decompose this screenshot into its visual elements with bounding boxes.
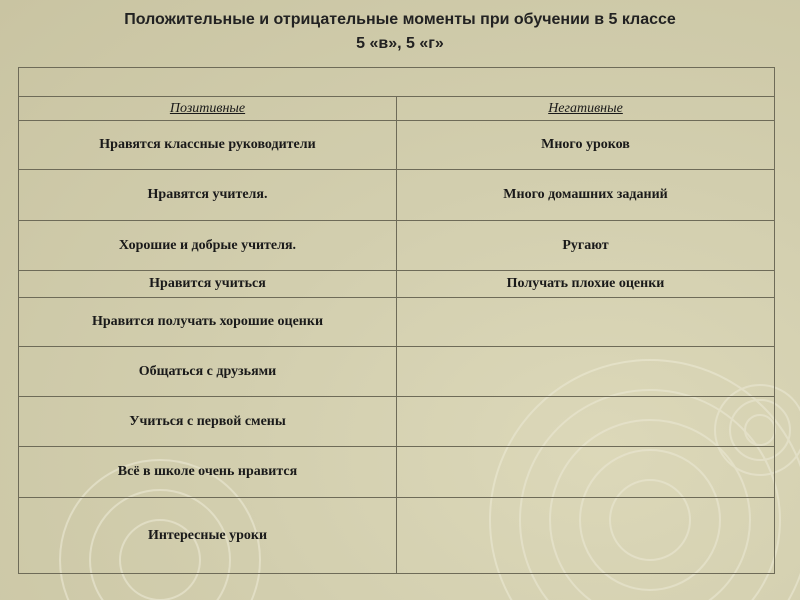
slide-title	[40, 8, 760, 56]
positive-cell: Общаться с друзьями	[19, 347, 397, 397]
blank-cell	[19, 68, 775, 97]
negative-cell: Получать плохие оценки	[397, 271, 775, 298]
table-header-row	[19, 97, 775, 121]
header-negative: Негативные	[397, 97, 775, 121]
positive-cell: Хорошие и добрые учителя.	[19, 221, 397, 271]
table-row	[19, 271, 775, 298]
positive-cell: Нравятся учителя.	[19, 170, 397, 221]
positive-cell: Учиться с первой смены	[19, 397, 397, 447]
table-row	[19, 397, 775, 447]
negative-cell: Ругают	[397, 221, 775, 271]
positive-cell: Нравится учиться	[19, 271, 397, 298]
table-row	[19, 121, 775, 170]
positive-cell: Интересные уроки	[19, 498, 397, 574]
positive-cell: Всё в школе очень нравится	[19, 447, 397, 498]
positive-cell: Нравится получать хорошие оценки	[19, 298, 397, 347]
header-positive: Позитивные	[19, 97, 397, 121]
negative-cell	[397, 498, 775, 574]
negative-cell	[397, 397, 775, 447]
title-line-1: Положительные и отрицательные моменты при обучении в 5 классе	[124, 11, 676, 28]
negative-cell: Много домашних заданий	[397, 170, 775, 221]
negative-cell: Много уроков	[397, 121, 775, 170]
table-row	[19, 298, 775, 347]
negative-cell	[397, 298, 775, 347]
table-row	[19, 347, 775, 397]
table-row	[19, 221, 775, 271]
table-row	[19, 447, 775, 498]
negative-cell	[397, 447, 775, 498]
negative-cell	[397, 347, 775, 397]
pros-cons-table	[18, 67, 775, 574]
positive-cell: Нравятся классные руководители	[19, 121, 397, 170]
table-row	[19, 498, 775, 574]
table-blank-row	[19, 68, 775, 97]
table-row	[19, 170, 775, 221]
title-line-2: 5 «в», 5 «г»	[356, 35, 444, 52]
